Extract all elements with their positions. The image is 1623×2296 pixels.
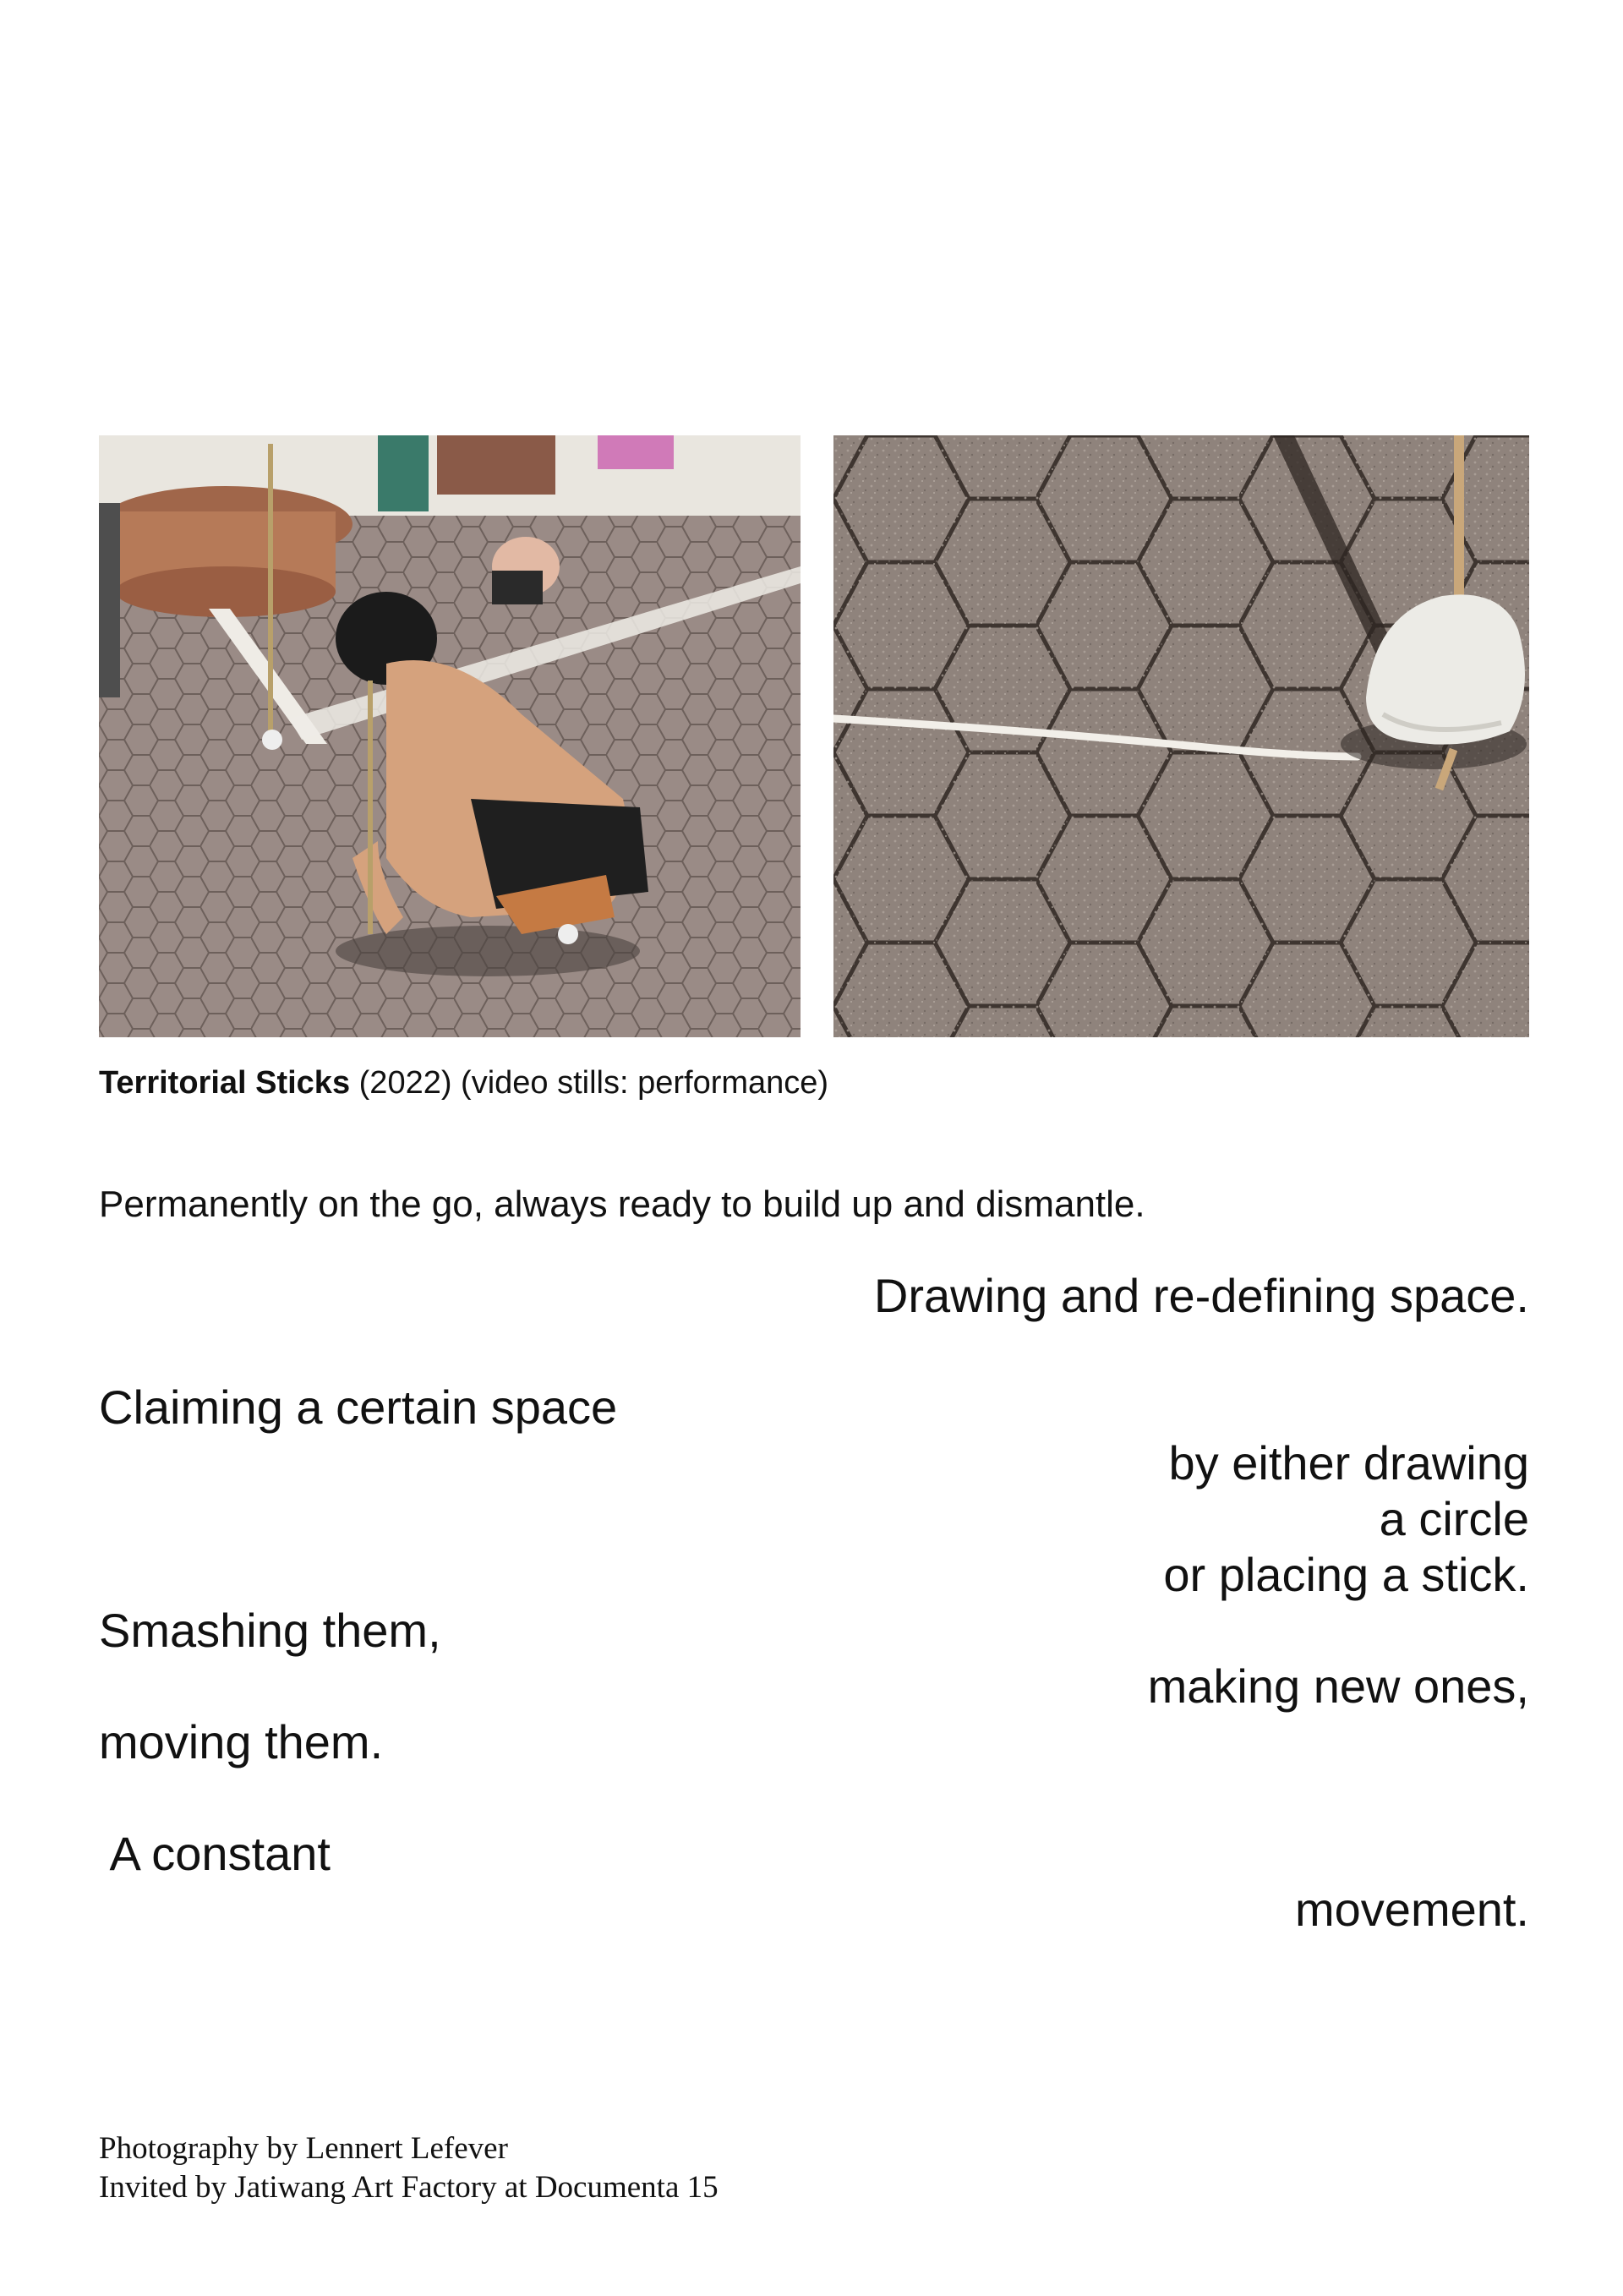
performance-photo-left [99, 435, 801, 1037]
poem-line: Smashing them, [99, 1604, 441, 1657]
performance-still-image [99, 435, 801, 1037]
image-caption [99, 1063, 828, 1102]
poem-line: a circle [1379, 1492, 1529, 1545]
poem-line: movement. [1295, 1883, 1529, 1936]
performance-photo-right [833, 435, 1529, 1037]
poem-line: Claiming a certain space [99, 1380, 618, 1434]
photography-credit: Photography by Lennert Lefever [99, 2131, 508, 2166]
artwork-details: (2022) (video stills: performance) [350, 1065, 829, 1101]
stick-closeup-image [833, 435, 1529, 1037]
poem-line: Drawing and re-defining space. [873, 1269, 1529, 1322]
poem-line: by either drawing [1168, 1436, 1529, 1490]
poem-line: making new ones, [1147, 1659, 1529, 1713]
poem-line: or placing a stick. [1163, 1548, 1529, 1601]
invitation-credit: Invited by Jatiwang Art Factory at Documenta 15 [99, 2170, 719, 2205]
artwork-title: Territorial Sticks [99, 1065, 351, 1101]
poem-line: moving them. [99, 1715, 384, 1768]
poem-line: A constant [99, 1827, 331, 1880]
intro-paragraph: Permanently on the go, always ready to build up and dismantle. [99, 1184, 1145, 1225]
